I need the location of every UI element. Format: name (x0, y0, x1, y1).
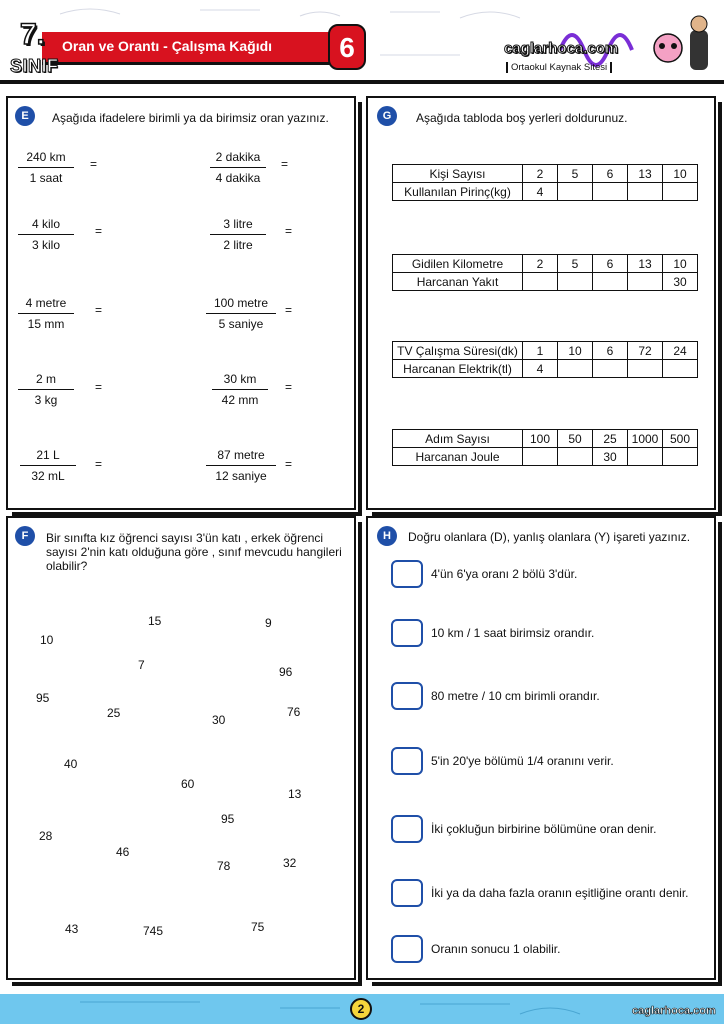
brand-subtitle: Ortaokul Kaynak Sitesi (506, 62, 612, 73)
grade-number: 7. (20, 18, 46, 51)
table-cell: 5 (558, 165, 593, 183)
table-row (393, 342, 698, 360)
fraction: 87 metre 12 saniye (206, 448, 276, 483)
table-cell: 4 (523, 360, 558, 378)
sheet-number-box (328, 24, 366, 70)
answer-box[interactable] (391, 747, 423, 775)
table-row (393, 255, 698, 273)
equals-sign: = (285, 457, 293, 471)
table-cell: 1 (523, 342, 558, 360)
table-cell[interactable] (593, 273, 628, 291)
footer-site[interactable]: caglarhoca.com (632, 1005, 716, 1017)
section-f-panel (6, 516, 356, 980)
fraction: 4 metre 15 mm (18, 296, 74, 331)
table-cell[interactable] (628, 273, 663, 291)
answer-box[interactable] (391, 560, 423, 588)
fraction: 2 dakika 4 dakika (210, 150, 266, 185)
table-cell[interactable] (663, 183, 698, 201)
table-cell: 30 (593, 448, 628, 466)
fraction: 100 metre 5 saniye (206, 296, 276, 331)
candidate-number: 30 (212, 713, 226, 727)
table-cell: 72 (628, 342, 663, 360)
table-cell: 500 (663, 430, 698, 448)
section-f-badge: F (15, 526, 35, 546)
table-row (393, 448, 698, 466)
table-cell[interactable] (628, 183, 663, 201)
statement-text: 80 metre / 10 cm birimli orandır. (431, 689, 600, 703)
section-g-badge: G (377, 106, 397, 126)
table-cell[interactable] (523, 273, 558, 291)
table-cell: 25 (593, 430, 628, 448)
equals-sign: = (285, 303, 293, 317)
table-cell[interactable] (558, 183, 593, 201)
candidate-number: 76 (287, 705, 301, 719)
candidate-number: 10 (40, 633, 54, 647)
grade-badge (6, 18, 59, 76)
candidate-number: 96 (279, 665, 293, 679)
candidate-number: 40 (64, 757, 78, 771)
table-cell: 50 (558, 430, 593, 448)
statement-text: İki çokluğun birbirine bölümüne oran denir. (431, 822, 657, 836)
table-cell[interactable] (558, 360, 593, 378)
section-f-instruction: Bir sınıfta kız öğrenci sayısı 3'ün katı , erkek öğrenci sayısı 2'nin katı olduğuna göre , sınıf mevcudu hangileri olabilir? (46, 531, 342, 573)
worksheet-title: Oran ve Orantı - Çalışma Kağıdı (62, 38, 273, 54)
answer-box[interactable] (391, 935, 423, 963)
table-cell: 10 (663, 255, 698, 273)
table-cell[interactable] (593, 360, 628, 378)
equals-sign: = (285, 380, 293, 394)
candidate-number: 32 (283, 856, 297, 870)
table-cell: Kullanılan Pirinç(kg) (393, 183, 523, 201)
table-cell: 1000 (628, 430, 663, 448)
candidate-number: 78 (217, 859, 231, 873)
candidate-number: 13 (288, 787, 302, 801)
table-row (393, 165, 698, 183)
table-cell[interactable] (558, 273, 593, 291)
header-divider (0, 80, 724, 84)
table-cell[interactable] (558, 448, 593, 466)
table-cell: 30 (663, 273, 698, 291)
data-table (392, 429, 698, 466)
section-e-instruction: Aşağıda ifadelere birimli ya da birimsiz oran yazınız. (52, 111, 329, 125)
fraction: $\frac{2 m}{3 kg}$ (18, 372, 74, 407)
table-cell[interactable] (523, 448, 558, 466)
fraction: $\frac{30 km}{42 mm}$ (212, 372, 268, 407)
page-number: 2 (350, 998, 372, 1020)
candidate-number: 95 (36, 691, 50, 705)
table-cell: 6 (593, 165, 628, 183)
section-e-badge: E (15, 106, 35, 126)
candidate-number: 75 (251, 920, 265, 934)
candidate-number: 95 (221, 812, 235, 826)
candidate-number: 9 (265, 616, 272, 630)
equals-sign: = (90, 157, 98, 171)
table-cell: 6 (593, 342, 628, 360)
answer-box[interactable] (391, 879, 423, 907)
table-cell: Harcanan Yakıt (393, 273, 523, 291)
statement-text: 4'ün 6'ya oranı 2 bölü 3'dür. (431, 567, 578, 581)
table-cell: Kişi Sayısı (393, 165, 523, 183)
table-cell[interactable] (593, 183, 628, 201)
candidate-number: 43 (65, 922, 79, 936)
table-cell[interactable] (628, 360, 663, 378)
candidate-number: 25 (107, 706, 121, 720)
candidate-number: 745 (143, 924, 164, 938)
equals-sign: = (95, 303, 103, 317)
equals-sign: = (95, 224, 103, 238)
table-cell[interactable] (663, 448, 698, 466)
table-cell: Harcanan Joule (393, 448, 523, 466)
section-g-instruction: Aşağıda tabloda boş yerleri doldurunuz. (416, 111, 628, 125)
table-cell: 10 (663, 165, 698, 183)
equals-sign: = (281, 157, 289, 171)
sheet-number: 6 (339, 32, 355, 63)
table-cell: 13 (628, 165, 663, 183)
fraction: 240 km 1 saat (18, 150, 74, 185)
candidate-number: 46 (116, 845, 130, 859)
answer-box[interactable] (391, 682, 423, 710)
data-table (392, 164, 698, 201)
table-cell: 2 (523, 165, 558, 183)
page-header (0, 0, 724, 84)
candidate-number: 7 (138, 658, 145, 672)
table-cell: Harcanan Elektrik(tl) (393, 360, 523, 378)
candidate-number: 15 (148, 614, 162, 628)
data-table (392, 341, 698, 378)
candidate-number: 28 (39, 829, 53, 843)
table-cell: 10 (558, 342, 593, 360)
table-cell: Adım Sayısı (393, 430, 523, 448)
fraction: $\frac{21 L}{32 mL}$ (20, 448, 76, 483)
table-cell: 24 (663, 342, 698, 360)
data-table (392, 254, 698, 291)
section-h-badge: H (377, 526, 397, 546)
table-cell[interactable] (628, 448, 663, 466)
table-row (393, 273, 698, 291)
table-row (393, 360, 698, 378)
statement-text: 10 km / 1 saat birimsiz orandır. (431, 626, 595, 640)
statement-text: Oranın sonucu 1 olabilir. (431, 942, 561, 956)
equals-sign: = (95, 380, 103, 394)
equals-sign: = (95, 457, 103, 471)
table-cell: 100 (523, 430, 558, 448)
statement-text: İki ya da daha fazla oranın eşitliğine orantı denir. (431, 886, 689, 900)
grade-label: SINIF (10, 56, 59, 76)
fraction: 3 litre 2 litre (210, 217, 266, 252)
table-cell: TV Çalışma Süresi(dk) (393, 342, 523, 360)
table-row (393, 430, 698, 448)
table-cell: 6 (593, 255, 628, 273)
candidate-number: 60 (181, 777, 195, 791)
answer-box[interactable] (391, 619, 423, 647)
table-cell[interactable] (663, 360, 698, 378)
brand-logo: caglarhoca.com (504, 40, 619, 57)
answer-box[interactable] (391, 815, 423, 843)
table-cell: 4 (523, 183, 558, 201)
equals-sign: = (285, 224, 293, 238)
table-cell: 5 (558, 255, 593, 273)
statement-text: 5'in 20'ye bölümü 1/4 oranını verir. (431, 754, 614, 768)
table-cell: 13 (628, 255, 663, 273)
fraction: 4 kilo 3 kilo (18, 217, 74, 252)
table-row (393, 183, 698, 201)
section-h-instruction: Doğru olanlara (D), yanlış olanlara (Y) işareti yazınız. (408, 530, 691, 544)
table-cell: Gidilen Kilometre (393, 255, 523, 273)
table-cell: 2 (523, 255, 558, 273)
